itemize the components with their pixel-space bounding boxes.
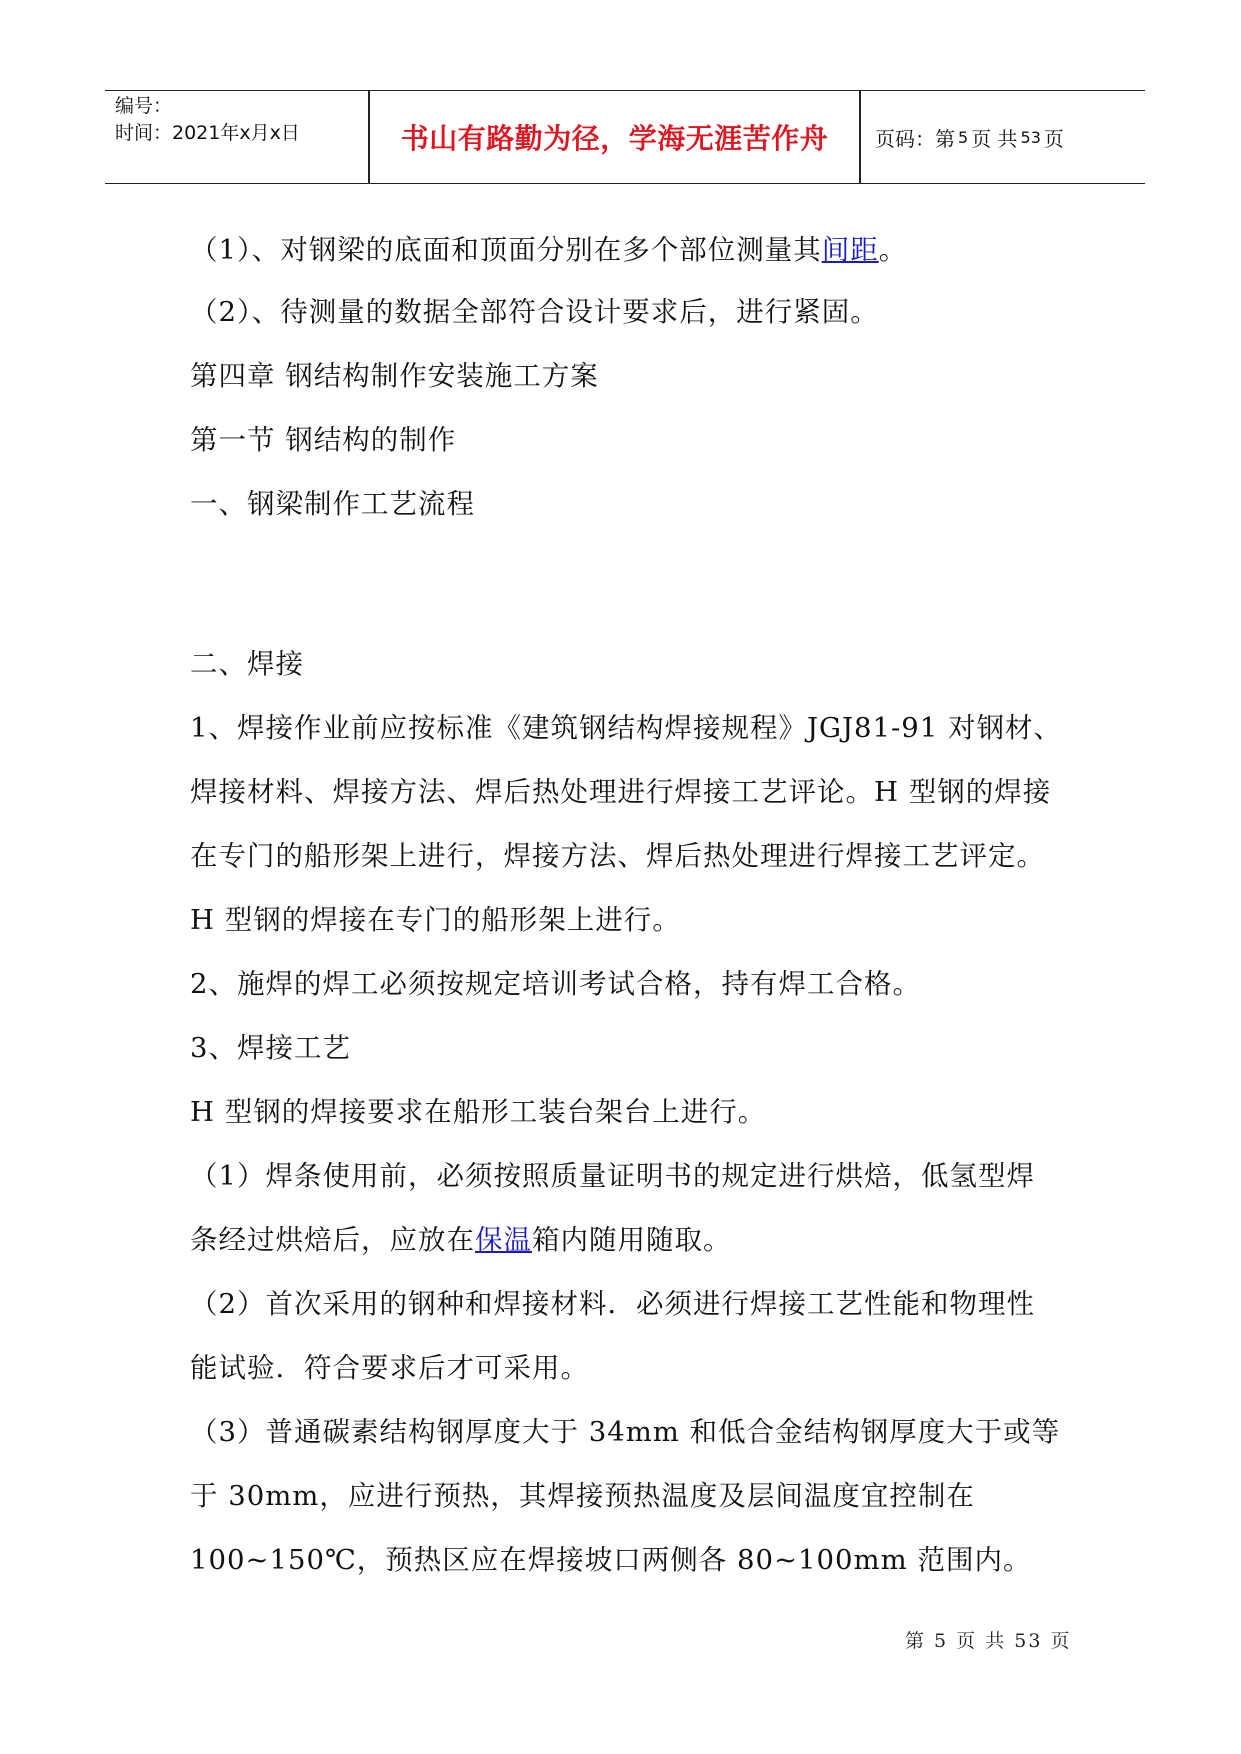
paragraph-line: 于 30mm，应进行预热，其焊接预热温度及层间温度宜控制在 <box>190 1480 975 1512</box>
time-label: 时间：2021年x月x日 <box>115 122 300 144</box>
subsection-heading: 二、焊接 <box>190 648 304 680</box>
header-divider <box>859 91 861 183</box>
page-mid: 页 共 <box>971 126 1018 151</box>
paragraph-line: 1、焊接作业前应按标准《建筑钢结构焊接规程》JGJ81-91 对钢材、 <box>190 712 1063 744</box>
page-number: 5 <box>958 127 969 147</box>
section-heading: 第一节 钢结构的制作 <box>190 424 457 456</box>
paragraph-line: H 型钢的焊接在专门的船形架上进行。 <box>190 904 681 936</box>
page-total: 53 <box>1020 127 1041 147</box>
header-meta <box>115 93 365 147</box>
paragraph-line: H 型钢的焊接要求在船形工装台架台上进行。 <box>190 1096 767 1128</box>
paragraph-line: 2、施焊的焊工必须按规定培训考试合格，持有焊工合格。 <box>190 968 921 1000</box>
paragraph-line: （2）首次采用的钢种和焊接材料．必须进行焊接工艺性能和物理性 <box>190 1288 1035 1320</box>
chapter-heading: 第四章 钢结构制作安装施工方案 <box>190 360 599 392</box>
page-prefix: 页码：第 <box>875 126 955 151</box>
page-footer: 第 5 页 共 53 页 <box>905 1630 1072 1652</box>
paragraph-line: （2）、待测量的数据全部符合设计要求后，进行紧固。 <box>190 296 879 328</box>
page-header <box>105 90 1145 184</box>
link-spacing[interactable]: 间距 <box>821 234 879 266</box>
text-run: 。 <box>878 234 908 266</box>
paragraph-line: （3）普通碳素结构钢厚度大于 34mm 和低合金结构钢厚度大于或等 <box>190 1416 1061 1448</box>
paragraph-line: 在专门的船形架上进行，焊接方法、焊后热处理进行焊接工艺评定。 <box>190 840 1045 872</box>
text-run: 条经过烘焙后，应放在 <box>190 1224 475 1256</box>
paragraph-line: 能试验．符合要求后才可采用。 <box>190 1352 589 1384</box>
paragraph-line: 3、焊接工艺 <box>190 1032 351 1064</box>
header-page-info <box>875 91 1064 183</box>
page-suffix: 页 <box>1043 126 1064 151</box>
paragraph-line <box>190 227 907 267</box>
text-run: （1）、对钢梁的底面和顶面分别在多个部位测量其 <box>190 234 822 266</box>
text-run: 箱内随用随取。 <box>532 1224 732 1256</box>
paragraph-line: 焊接材料、焊接方法、焊后热处理进行焊接工艺评论。H 型钢的焊接 <box>190 776 1052 808</box>
header-motto: 书山有路勤为径，学海无涯苦作舟 <box>400 122 829 155</box>
paragraph-line: 100~150℃，预热区应在焊接坡口两侧各 80~100mm 范围内。 <box>190 1544 1032 1576</box>
paragraph-line: （1）焊条使用前，必须按照质量证明书的规定进行烘焙，低氢型焊 <box>190 1160 1035 1192</box>
paragraph-line <box>190 1217 732 1257</box>
link-insulation[interactable]: 保温 <box>475 1224 532 1256</box>
subsection-heading: 一、钢梁制作工艺流程 <box>190 488 475 520</box>
serial-label: 编号： <box>115 95 173 117</box>
